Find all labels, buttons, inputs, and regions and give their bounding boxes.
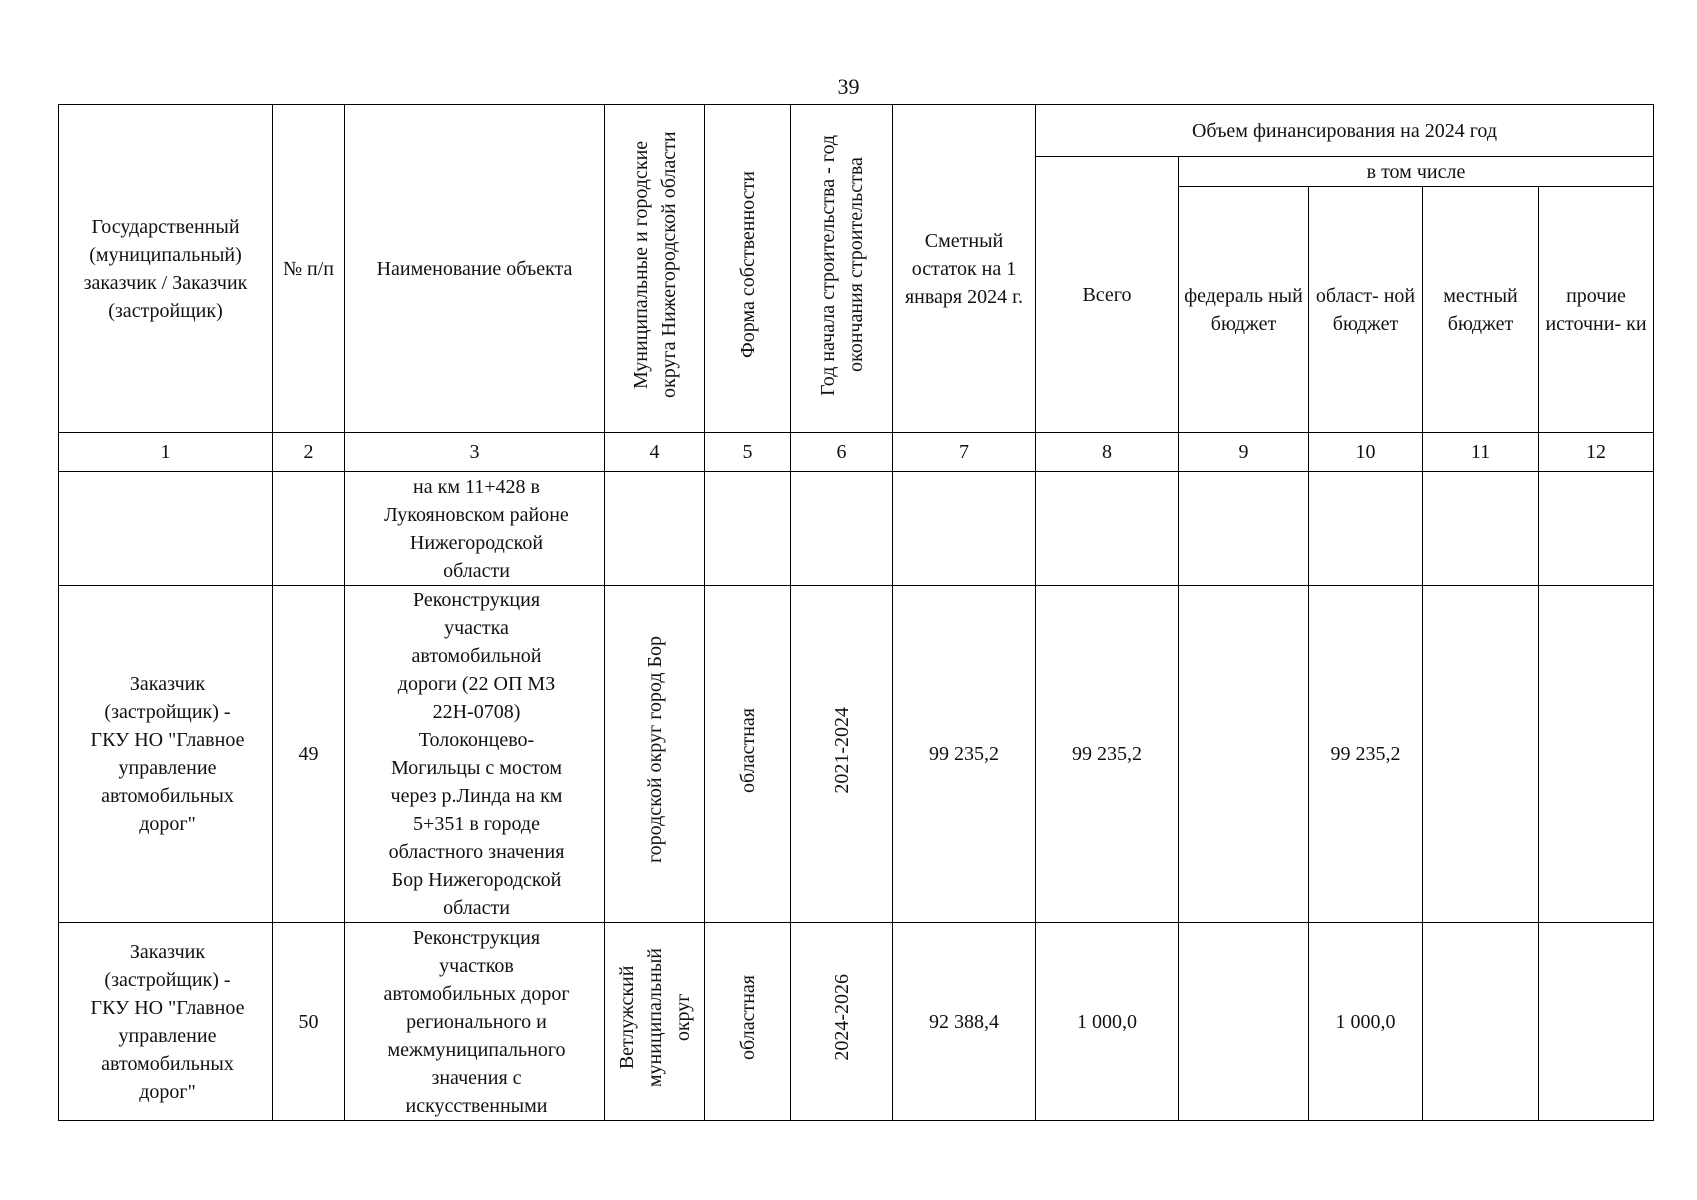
row-customer: Заказчик (застройщик) - ГКУ НО "Главное управление автомобильных дорог" xyxy=(59,586,273,923)
row-local xyxy=(1423,923,1539,1121)
construction-financing-table xyxy=(58,104,1654,1121)
row-municipality-text: городской округ город Бор xyxy=(643,636,666,864)
row-ownership-text: областная xyxy=(736,975,759,1060)
header-ownership-text: Форма собственности xyxy=(736,171,759,358)
page-number: 39 xyxy=(837,74,860,99)
header-estimate: Сметный остаток на 1 января 2024 г. xyxy=(893,105,1036,433)
column-number: 10 xyxy=(1309,433,1423,472)
column-number: 7 xyxy=(893,433,1036,472)
column-number: 9 xyxy=(1179,433,1309,472)
header-municipality-text: Муниципальные и городские округа Нижегородской области xyxy=(629,131,680,398)
header-including: в том числе xyxy=(1179,157,1654,187)
row-years xyxy=(791,923,893,1121)
table-row xyxy=(59,472,1654,586)
column-number: 6 xyxy=(791,433,893,472)
row-ownership-text: областная xyxy=(736,707,759,793)
row-federal xyxy=(1179,586,1309,923)
header-row xyxy=(59,105,1654,157)
row-number: 49 xyxy=(273,586,345,923)
header-local: местный бюджет xyxy=(1423,187,1539,433)
row-other xyxy=(1539,472,1654,586)
row-ownership xyxy=(705,923,791,1121)
header-years xyxy=(791,105,893,433)
row-number: 50 xyxy=(273,923,345,1121)
row-other xyxy=(1539,923,1654,1121)
column-number: 2 xyxy=(273,433,345,472)
row-regional: 1 000,0 xyxy=(1309,923,1423,1121)
row-total xyxy=(1036,472,1179,586)
row-years-text: 2021-2024 xyxy=(830,706,853,794)
column-number: 12 xyxy=(1539,433,1654,472)
row-customer: Заказчик (застройщик) - ГКУ НО "Главное управление автомобильных дорог" xyxy=(59,923,273,1121)
column-number: 3 xyxy=(345,433,605,472)
header-municipality xyxy=(605,105,705,433)
row-federal xyxy=(1179,923,1309,1121)
column-number: 4 xyxy=(605,433,705,472)
row-years-text: 2024-2026 xyxy=(830,974,853,1061)
row-ownership xyxy=(705,586,791,923)
row-municipality xyxy=(605,586,705,923)
row-municipality xyxy=(605,923,705,1121)
row-other xyxy=(1539,586,1654,923)
row-estimate: 99 235,2 xyxy=(893,586,1036,923)
row-number xyxy=(273,472,345,586)
row-municipality-text: Ветлужский муниципальный округ xyxy=(615,947,694,1088)
header-years-text: Год начала строительства - год окончания строительства xyxy=(816,133,867,396)
row-years xyxy=(791,586,893,923)
column-number: 8 xyxy=(1036,433,1179,472)
header-number: № п/п xyxy=(273,105,345,433)
row-municipality xyxy=(605,472,705,586)
row-object: на км 11+428 в Лукояновском районе Нижегородской области xyxy=(345,472,605,586)
header-financing: Объем финансирования на 2024 год xyxy=(1036,105,1654,157)
column-numbers-row xyxy=(59,433,1654,472)
header-total: Всего xyxy=(1036,157,1179,433)
row-regional xyxy=(1309,472,1423,586)
header-object-name: Наименование объекта xyxy=(345,105,605,433)
row-ownership xyxy=(705,472,791,586)
row-regional: 99 235,2 xyxy=(1309,586,1423,923)
row-total: 99 235,2 xyxy=(1036,586,1179,923)
header-ownership xyxy=(705,105,791,433)
row-local xyxy=(1423,586,1539,923)
row-estimate xyxy=(893,472,1036,586)
header-regional: област- ной бюджет xyxy=(1309,187,1423,433)
table-row xyxy=(59,586,1654,923)
row-customer xyxy=(59,472,273,586)
header-federal: федераль ный бюджет xyxy=(1179,187,1309,433)
header-customer: Государственный (муниципальный) заказчик / Заказчик (застройщик) xyxy=(59,105,273,433)
row-object: Реконструкция участков автомобильных дорог регионального и межмуниципального значения с искусственными xyxy=(345,923,605,1121)
header-other: прочие источни- ки xyxy=(1539,187,1654,433)
column-number: 11 xyxy=(1423,433,1539,472)
row-total: 1 000,0 xyxy=(1036,923,1179,1121)
row-federal xyxy=(1179,472,1309,586)
row-estimate: 92 388,4 xyxy=(893,923,1036,1121)
row-object: Реконструкция участка автомобильной дороги (22 ОП МЗ 22Н-0708) Толоконцево- Могильцы с мостом через р.Линда на км 5+351 в городе областного значения Бор Нижегородской области xyxy=(345,586,605,923)
row-years xyxy=(791,472,893,586)
column-number: 1 xyxy=(59,433,273,472)
row-local xyxy=(1423,472,1539,586)
table-row xyxy=(59,923,1654,1121)
column-number: 5 xyxy=(705,433,791,472)
